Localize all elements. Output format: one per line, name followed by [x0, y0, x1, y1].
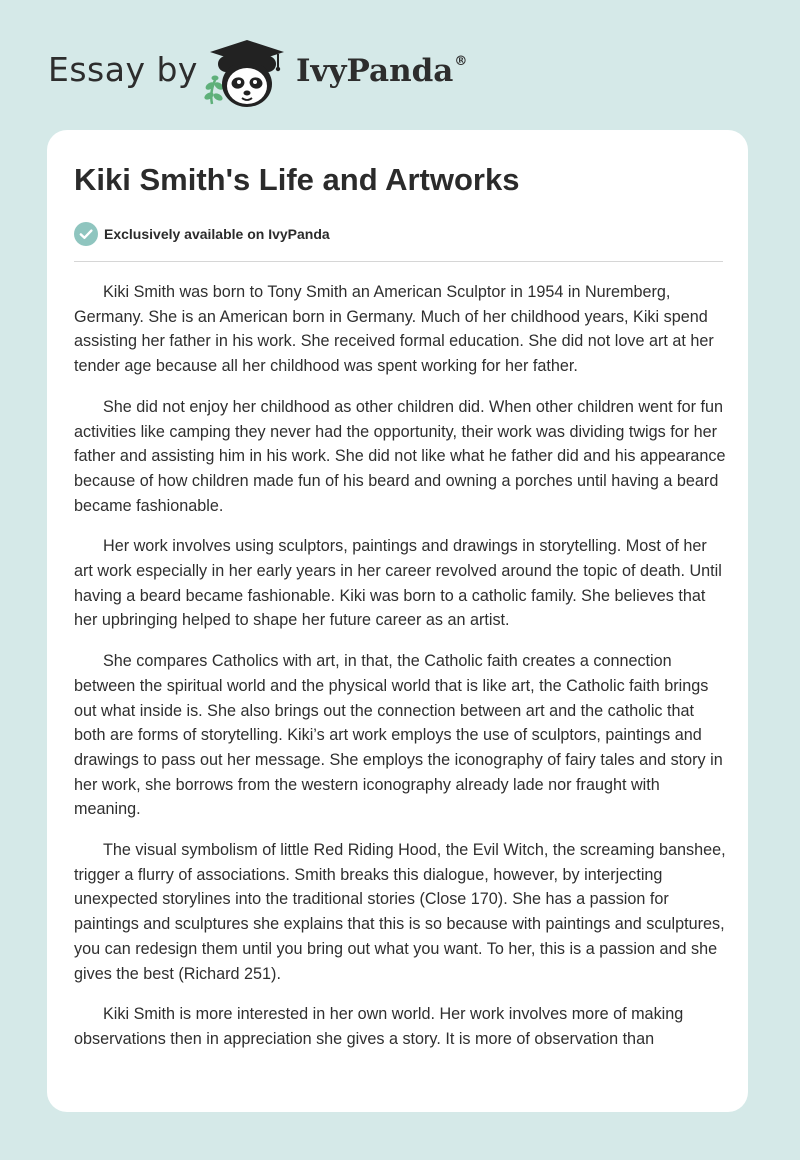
panda-graduate-logo-icon[interactable] — [198, 34, 288, 110]
essay-body — [74, 280, 728, 1068]
paragraph: Kiki Smith was born to Tony Smith an American Sculptor in 1954 in Nuremberg, Germany. She is an American born in Germany. Much of her childhood years, Kiki spend assisting her father in his work. She received formal education. She did not love art at her tender age because all her childhood was spent working for her father. — [74, 283, 714, 376]
exclusive-badge — [74, 222, 330, 246]
paragraph: She did not enjoy her childhood as other children did. When other children went for fun activities like camping they never had the opportunity, their work was dividing twigs for her father and assisting him in his work. She did not like what he father did and his appearance because of how children made fun of his beard and owning a porches until having a beard became fashionable. — [74, 397, 726, 515]
registered-mark: ® — [454, 54, 468, 69]
brand-prefix: Essay by — [48, 50, 198, 89]
essay-card — [47, 130, 748, 1112]
paragraph: She compares Catholics with art, in that, the Catholic faith creates a connection between the spiritual world and the physical world that is like art, the Catholic faith brings out what inside is. She also brings out the connection between art and the catholic that both are forms of storytelling. Kiki’s art work employs the use of sculptors, paintings and drawings to pass out her message. She employs the iconography of fairy tales and story in her work, she borrows from the western iconography already lade nor fraught with meaning. — [74, 652, 723, 819]
paragraph: The visual symbolism of little Red Riding Hood, the Evil Witch, the screaming banshee, trigger a flurry of associations. Smith breaks this dialogue, however, by interjecting unexpected storylines into the traditional stories (Close 170). She has a passion for paintings and sculptures she explains that this is so because with paintings and sculptures, you can redesign them until you bring out what you want. To her, this is a passion and she gives the best (Richard 251). — [74, 841, 726, 983]
page-title: Kiki Smith's Life and Artworks — [74, 162, 520, 197]
check-circle-icon — [74, 222, 98, 246]
paragraph: Kiki Smith is more interested in her own world. Her work involves more of making observations then in appreciation she gives a story. It is more of observation than — [74, 1005, 684, 1048]
exclusive-badge-text: Exclusively available on IvyPanda — [104, 226, 330, 242]
paragraph: Her work involves using sculptors, paintings and drawings in storytelling. Most of her art work especially in her early years in her career revolved around the topic of death. Until having a beard became fashionable. Kiki was born to a catholic family. She believes that her upbringing helped to shape her future career as an artist. — [74, 537, 722, 630]
site-header — [0, 0, 800, 130]
title-divider — [74, 261, 723, 262]
brand-name[interactable]: IvyPanda® — [296, 53, 468, 89]
